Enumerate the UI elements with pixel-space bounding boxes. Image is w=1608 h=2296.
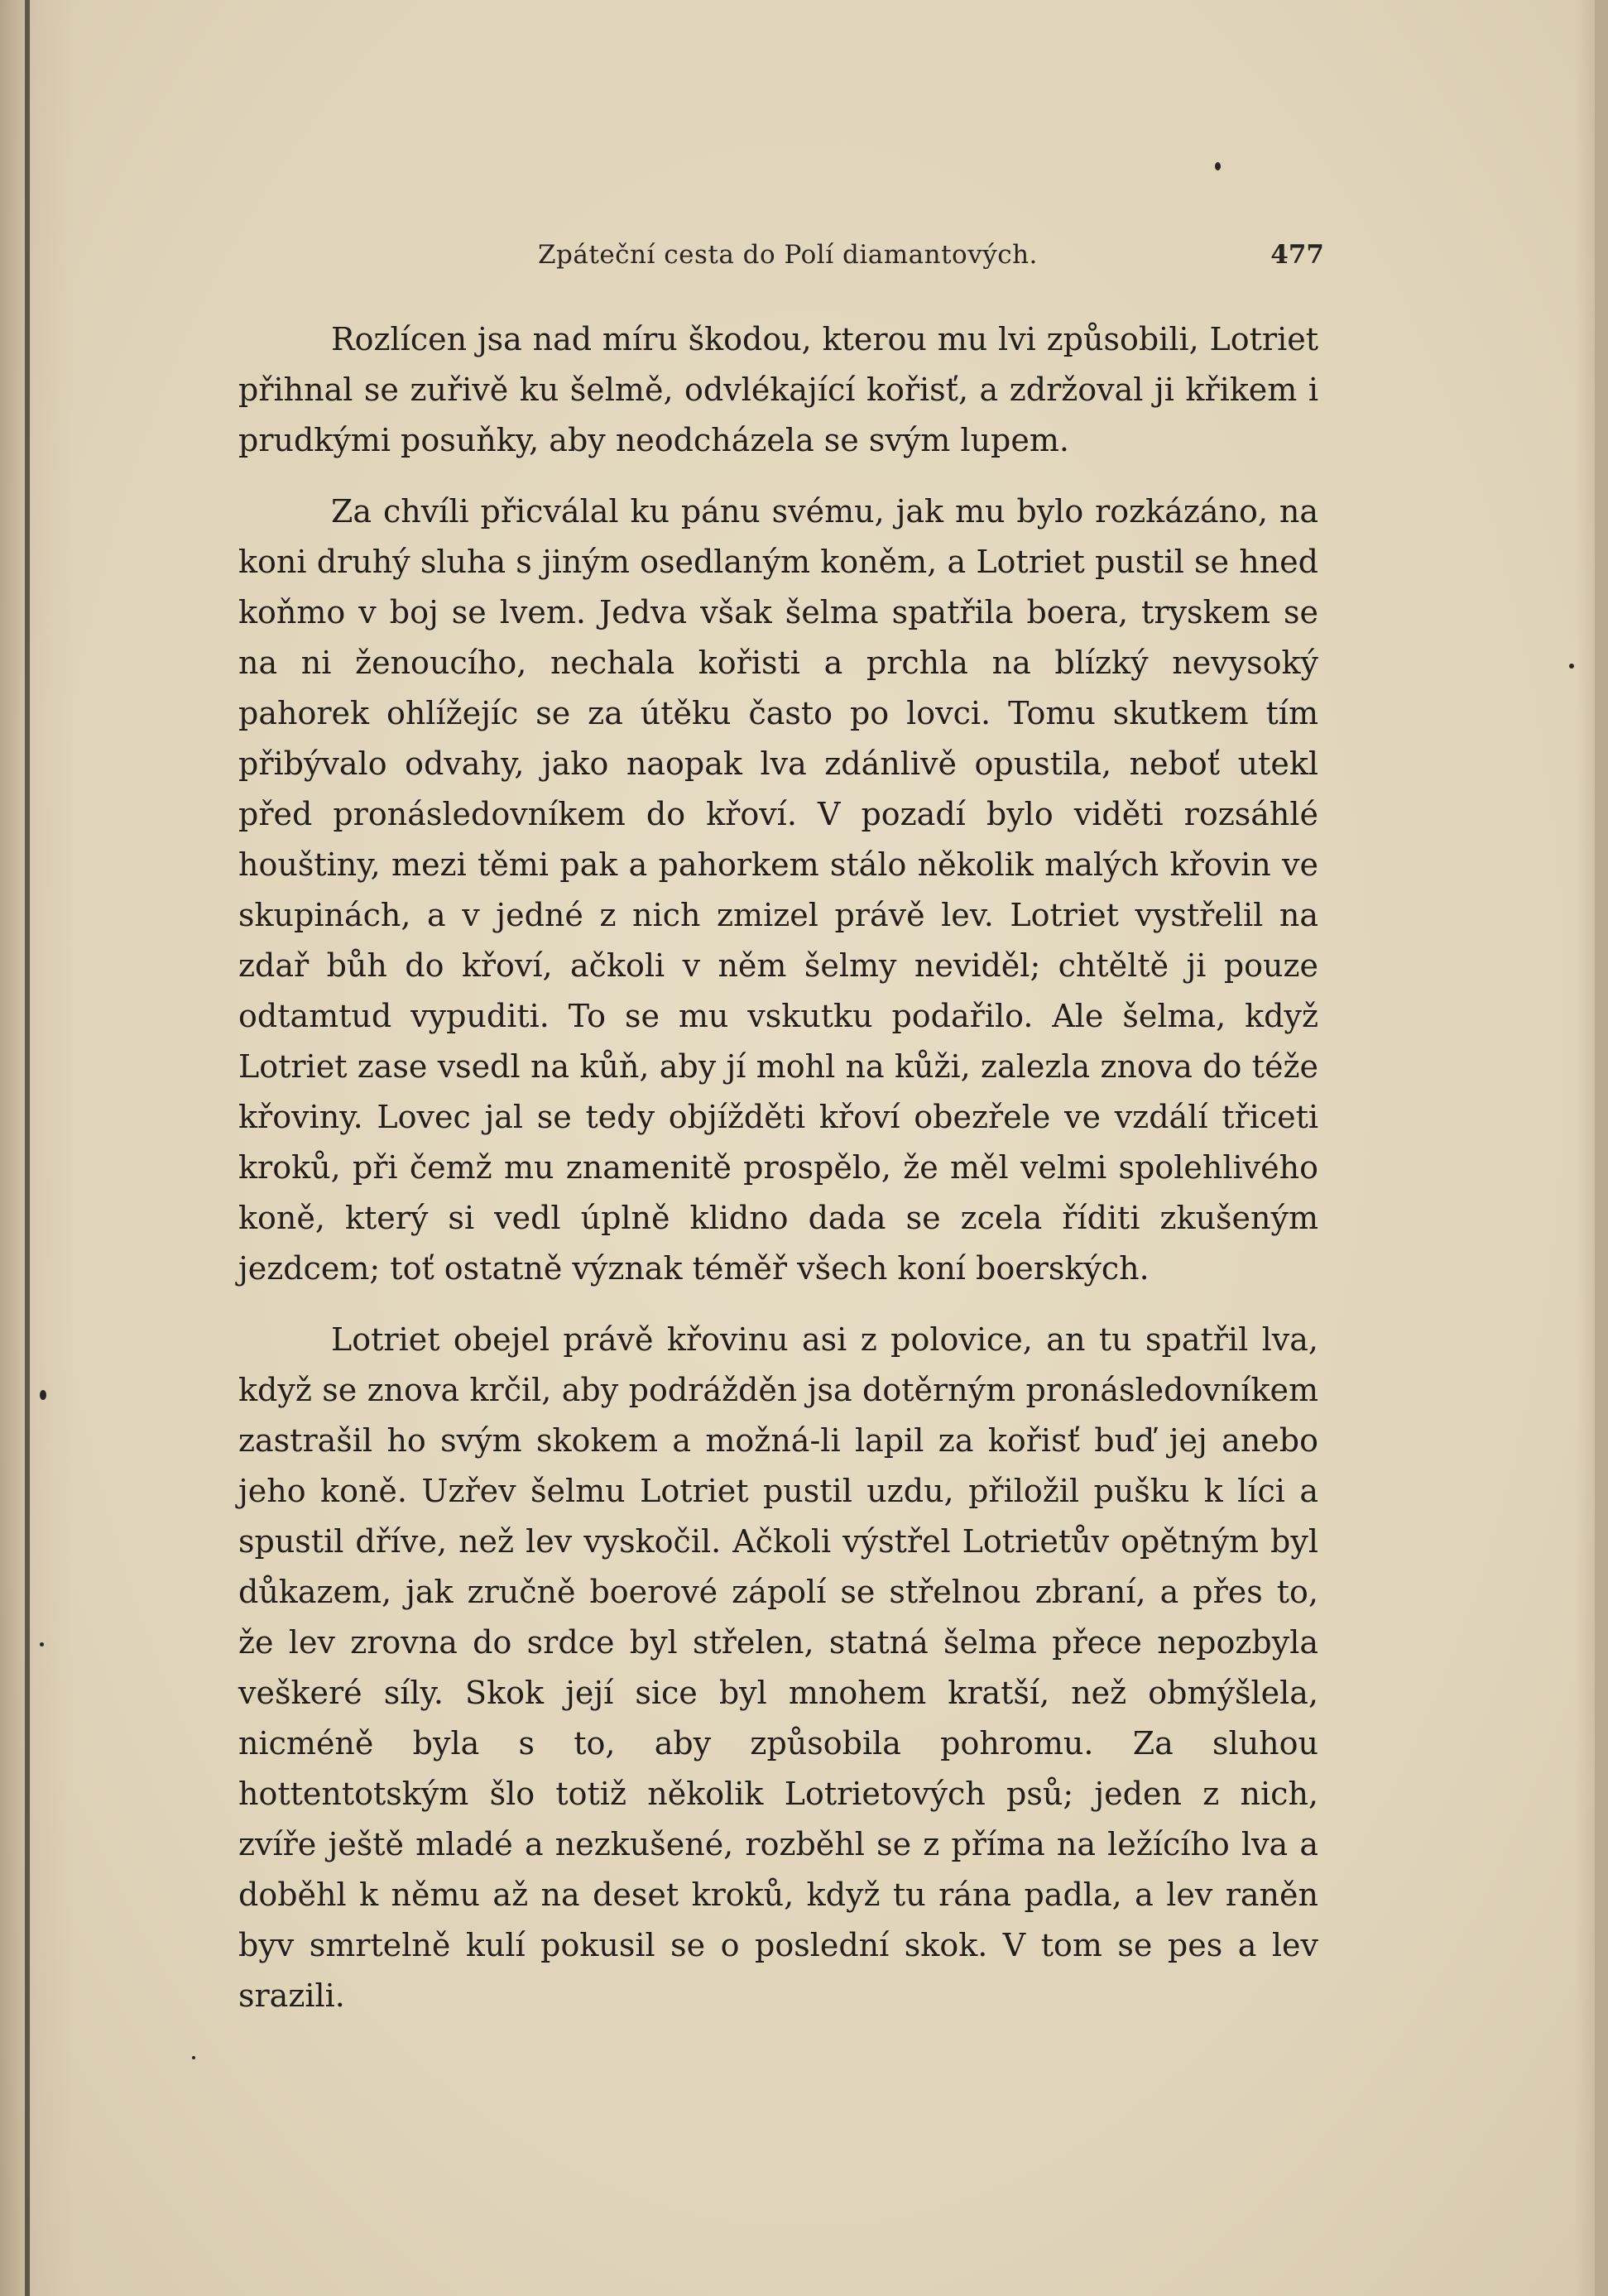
paragraph: Rozlícen jsa nad míru škodou, kterou mu lvi způsobili, Lotriet přihnal se zuřivě ku šelmě, odvlékající kořisť, a zdržoval ji křikem i prudkými posuňky, aby neodcházela se svým lupem. — [238, 321, 1318, 458]
body-text — [238, 314, 1318, 2042]
page-number: 477 — [1270, 240, 1324, 270]
ink-speck — [1569, 664, 1574, 669]
running-title: Zpáteční cesta do Polí diamantových. — [538, 240, 1038, 270]
ink-speck — [40, 1390, 46, 1400]
ink-speck — [1215, 162, 1221, 170]
page-gutter — [25, 0, 30, 2296]
paragraph: Lotriet obejel právě křovinu asi z polovice, an tu spatřil lva, když se znova krčil, aby podrážděn jsa dotěrným pronásledovníkem zastrašil ho svým skokem a možná-li lapil za kořisť buď jej anebo jeho koně. Uzřev šelmu Lotriet pustil uzdu, přiložil pušku k líci a spustil dříve, než lev vyskočil. Ačkoli výstřel Lotrietův opětným byl důkazem, jak zručně boerové zápolí se střelnou zbraní, a přes to, že lev zrovna do srdce byl střelen, statná šelma přece nepozbyla veškeré síly. Skok její sice byl mnohem kratší, než obmýšlela, nicméně byla s to, aby způsobila pohromu. Za sluhou hottentotským šlo totiž několik Lotrietových psů; jeden z nich, zvíře ještě mladé a nezkušené, rozběhl se z příma na ležícího lva a doběhl k němu až na deset kroků, když tu rána padla, a lev raněn byv smrtelně kulí pokusil se o poslední skok. V tom se pes a lev srazili. — [238, 1321, 1318, 2014]
paragraph: Za chvíli přicválal ku pánu svému, jak mu bylo rozkázáno, na koni druhý sluha s jiným osedlaným koněm, a Lotriet pustil se hned koňmo v boj se lvem. Jedva však šelma spatřila boera, tryskem se na ni ženoucího, nechala kořisti a prchla na blízký nevysoký pahorek ohlížejíc se za útěku často po lovci. Tomu skutkem tím přibývalo odvahy, jako naopak lva zdánlivě opustila, neboť utekl před pronásledovníkem do křoví. V pozadí bylo viděti rozsáhlé houštiny, mezi těmi pak a pahorkem stálo několik malých křovin ve skupinách, a v jedné z nich zmizel právě lev. Lotriet vystřelil na zdař bůh do křoví, ačkoli v něm šelmy neviděl; chtěltě ji pouze odtamtud vypuditi. To se mu vskutku podařilo. Ale šelma, když Lotriet zase vsedl na kůň, aby jí mohl na kůži, zalezla znova do téže křoviny. Lovec jal se tedy objížděti křoví obezřele ve vzdálí třiceti kroků, při čemž mu znamenitě prospělo, že měl velmi spolehlivého koně, který si vedl úplně klidno dada se zcela říditi zkušeným jezdcem; toť ostatně význak téměř všech koní boerských. — [238, 493, 1318, 1287]
ink-speck — [192, 2056, 195, 2059]
page-edge — [1595, 0, 1608, 2296]
page-header — [240, 240, 1324, 281]
ink-speck — [40, 1642, 44, 1647]
